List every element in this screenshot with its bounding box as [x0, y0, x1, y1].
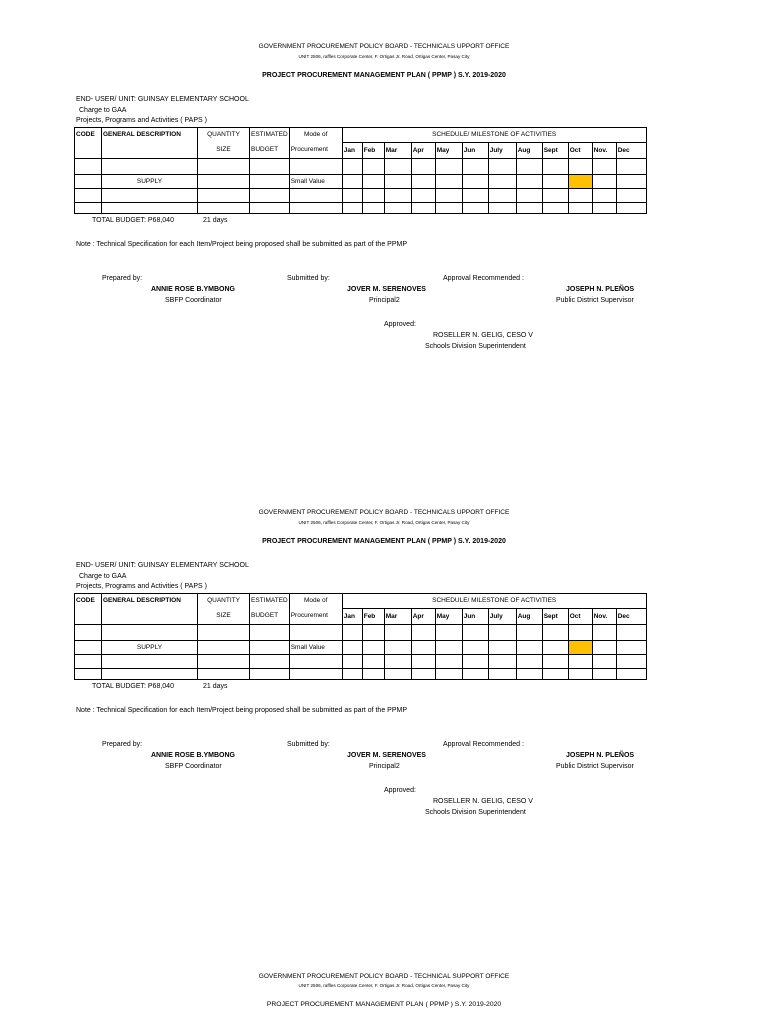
submitted-title: Principal2: [369, 763, 400, 770]
paps-label: Projects, Programs and Activities ( PAPS ): [76, 583, 207, 590]
approved-label: Approved:: [384, 787, 416, 794]
item-description: SUPPLY: [102, 641, 198, 655]
approved-title: Schools Division Superintendent: [425, 343, 526, 350]
month-oct: Oct: [568, 143, 592, 159]
schedule-oct-cell: [568, 175, 592, 189]
agency-address: UNIT 2506, raffles Corporate Center, F. Ortigas Jr. Road, Ortigas Center, Pasay City: [298, 54, 470, 59]
table-row: [75, 175, 647, 189]
approved-label: Approved:: [384, 321, 416, 328]
month-oct: Oct: [568, 609, 592, 625]
total-days: 21 days: [203, 683, 228, 690]
submitted-by-label: Submitted by:: [287, 275, 330, 282]
agency-header: GOVERNMENT PROCUREMENT POLICY BOARD - TECHNICALS UPPORT OFFICE: [258, 43, 510, 50]
month-jan: Jan: [342, 143, 362, 159]
table-row: [75, 655, 647, 669]
month-sep: Sept: [542, 609, 568, 625]
item-mode: Small Value: [289, 175, 342, 189]
month-feb: Feb: [362, 143, 384, 159]
paps-label: Projects, Programs and Activities ( PAPS ): [76, 117, 207, 124]
col-budget: BUDGET: [250, 609, 290, 625]
col-procurement: Procurement: [289, 609, 342, 625]
document-title: PROJECT PROCUREMENT MANAGEMENT PLAN ( PPMP ) S.Y. 2019-2020: [262, 538, 506, 545]
col-quantity: QUANTITY: [198, 594, 250, 609]
ppmp-table: [74, 127, 647, 214]
month-nov: Nov.: [592, 609, 616, 625]
charge-to: Charge to GAA: [79, 107, 127, 114]
col-schedule: SCHEDULE/ MILESTONE OF ACTIVITIES: [342, 128, 646, 143]
col-size: SIZE: [198, 143, 250, 159]
ppmp-table: [74, 593, 647, 680]
month-apr: Apr: [411, 143, 435, 159]
col-quantity: QUANTITY: [198, 128, 250, 143]
recommended-label: Approval Recommended :: [443, 741, 524, 748]
item-description: SUPPLY: [102, 175, 198, 189]
month-jun: Jun: [462, 143, 488, 159]
prepared-by-label: Prepared by:: [102, 741, 143, 748]
agency-header: GOVERNMENT PROCUREMENT POLICY BOARD - TECHNICALS UPPORT OFFICE: [258, 509, 510, 516]
submitted-name: JOVER M. SERENOVES: [347, 286, 426, 293]
end-user: END- USER/ UNIT: GUINSAY ELEMENTARY SCHOOL: [76, 96, 249, 103]
col-general-description: GENERAL DESCRIPTION: [102, 128, 198, 143]
month-jul: July: [488, 143, 516, 159]
col-size: SIZE: [198, 609, 250, 625]
month-apr: Apr: [411, 609, 435, 625]
submitted-name: JOVER M. SERENOVES: [347, 752, 426, 759]
approved-title: Schools Division Superintendent: [425, 809, 526, 816]
schedule-oct-cell: [568, 641, 592, 655]
col-code: CODE: [75, 128, 102, 143]
document-title: PROJECT PROCUREMENT MANAGEMENT PLAN ( PPMP ) S.Y. 2019-2020: [266, 1001, 502, 1008]
charge-to: Charge to GAA: [79, 573, 127, 580]
document-title: PROJECT PROCUREMENT MANAGEMENT PLAN ( PPMP ) S.Y. 2019-2020: [262, 72, 506, 79]
month-mar: Mar: [384, 143, 411, 159]
table-row: [75, 203, 647, 214]
recommended-name: JOSEPH N. PLEÑOS: [566, 286, 635, 293]
month-dec: Dec: [616, 609, 646, 625]
month-mar: Mar: [384, 609, 411, 625]
col-schedule: SCHEDULE/ MILESTONE OF ACTIVITIES: [342, 594, 646, 609]
recommended-name: JOSEPH N. PLEÑOS: [566, 752, 635, 759]
month-feb: Feb: [362, 609, 384, 625]
table-row: [75, 159, 647, 175]
recommended-title: Public District Supervisor: [556, 763, 634, 770]
recommended-label: Approval Recommended :: [443, 275, 524, 282]
end-user: END- USER/ UNIT: GUINSAY ELEMENTARY SCHOOL: [76, 562, 249, 569]
col-mode-of: Mode of: [289, 128, 342, 143]
col-budget: BUDGET: [250, 143, 290, 159]
col-mode-of: Mode of: [289, 594, 342, 609]
table-row: [75, 189, 647, 203]
col-code: CODE: [75, 594, 102, 609]
month-may: May: [435, 609, 462, 625]
agency-address: UNIT 2506, raffles Corporate Center, F. Ortigas Jr. Road, Ortigas Center, Pasay City: [298, 520, 470, 525]
month-dec: Dec: [616, 143, 646, 159]
table-row: [75, 641, 647, 655]
total-budget: TOTAL BUDGET: P68,040: [92, 217, 174, 224]
total-budget: TOTAL BUDGET: P68,040: [92, 683, 174, 690]
prepared-title: SBFP Coordinator: [165, 297, 222, 304]
col-estimated: ESTIMATED: [250, 128, 290, 143]
submitted-title: Principal2: [369, 297, 400, 304]
prepared-name: ANNIE ROSE B.YMBONG: [151, 286, 236, 293]
total-days: 21 days: [203, 217, 228, 224]
submitted-by-label: Submitted by:: [287, 741, 330, 748]
table-row: [75, 625, 647, 641]
table-row: [75, 669, 647, 680]
col-estimated: ESTIMATED: [250, 594, 290, 609]
agency-header: GOVERNMENT PROCUREMENT POLICY BOARD - TECHNICAL SUPPORT OFFICE: [258, 973, 510, 980]
agency-address: UNIT 2506, raffles Corporate Center, F. Ortigas Jr. Road, Ortigas Center, Pasay City: [298, 983, 470, 988]
month-nov: Nov.: [592, 143, 616, 159]
approved-name: ROSELLER N. GELIG, CESO V: [433, 332, 533, 339]
month-jan: Jan: [342, 609, 362, 625]
month-jun: Jun: [462, 609, 488, 625]
approved-name: ROSELLER N. GELIG, CESO V: [433, 798, 533, 805]
month-aug: Aug: [516, 143, 542, 159]
month-may: May: [435, 143, 462, 159]
month-aug: Aug: [516, 609, 542, 625]
note: Note : Technical Specification for each Item/Project being proposed shall be submitted as part of the PPMP: [76, 241, 407, 248]
recommended-title: Public District Supervisor: [556, 297, 634, 304]
prepared-name: ANNIE ROSE B.YMBONG: [151, 752, 236, 759]
col-procurement: Procurement: [289, 143, 342, 159]
col-general-description: GENERAL DESCRIPTION: [102, 594, 198, 609]
month-jul: July: [488, 609, 516, 625]
item-mode: Small Value: [289, 641, 342, 655]
prepared-by-label: Prepared by:: [102, 275, 143, 282]
note: Note : Technical Specification for each Item/Project being proposed shall be submitted as part of the PPMP: [76, 707, 407, 714]
month-sep: Sept: [542, 143, 568, 159]
prepared-title: SBFP Coordinator: [165, 763, 222, 770]
